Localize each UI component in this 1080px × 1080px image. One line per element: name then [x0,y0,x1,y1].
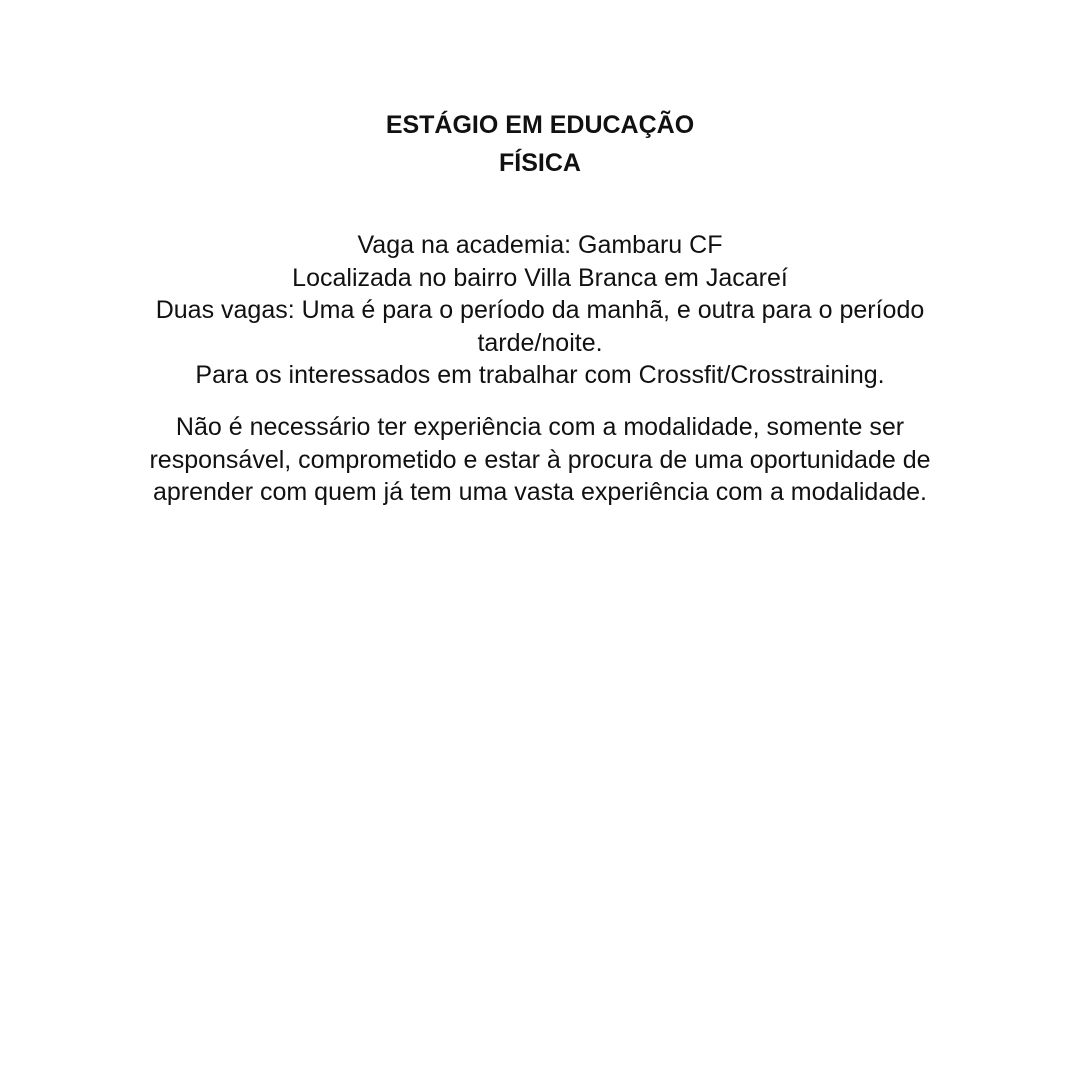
details-line: Vaga na academia: Gambaru CF [357,231,723,259]
requirements-note [100,411,980,509]
page-title [0,106,1080,182]
title-line: FÍSICA [499,149,581,177]
note-line: aprender com quem já tem uma vasta experiência com a modalidade. [152,478,927,506]
details-line: Para os interessados em trabalhar com Crossfit/Crosstraining. [195,361,885,389]
job-details [100,229,980,392]
details-line: Duas vagas: Uma é para o período da manhã, e outra para o período [155,296,925,324]
details-line: Localizada no bairro Villa Branca em Jacareí [292,263,788,292]
note-line: Não é necessário ter experiência com a modalidade, somente ser [175,413,905,441]
title-line: ESTÁGIO EM EDUCAÇÃO [385,111,695,139]
note-line: responsável, comprometido e estar à procura de uma oportunidade de [149,445,931,474]
details-line: tarde/noite. [477,328,603,357]
